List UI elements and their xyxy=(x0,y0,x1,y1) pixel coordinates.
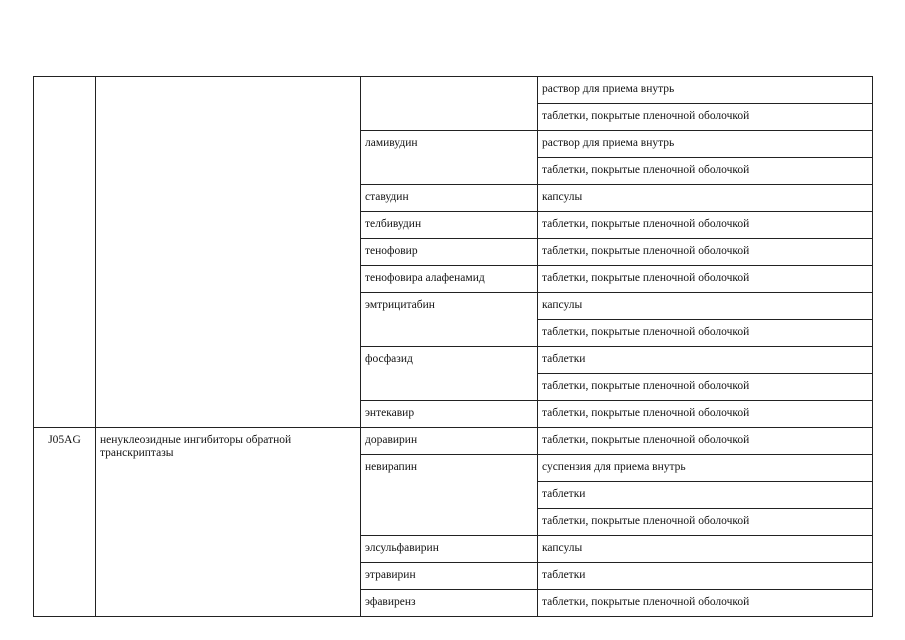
drug-name-cell: эмтрицитабин xyxy=(361,293,538,347)
dosage-form-cell: таблетки, покрытые пленочной оболочкой xyxy=(538,320,873,347)
drug-name-cell: тенофовир xyxy=(361,239,538,266)
dosage-form-cell: таблетки, покрытые пленочной оболочкой xyxy=(538,590,873,617)
dosage-form-cell: таблетки, покрытые пленочной оболочкой xyxy=(538,374,873,401)
drug-name-cell: энтекавир xyxy=(361,401,538,428)
dosage-form-cell: раствор для приема внутрь xyxy=(538,131,873,158)
dosage-form-cell: капсулы xyxy=(538,536,873,563)
drug-name-cell: ламивудин xyxy=(361,131,538,185)
dosage-form-cell: таблетки, покрытые пленочной оболочкой xyxy=(538,212,873,239)
dosage-form-cell: раствор для приема внутрь xyxy=(538,77,873,104)
dosage-form-cell: капсулы xyxy=(538,293,873,320)
dosage-form-cell: таблетки xyxy=(538,482,873,509)
drug-name-cell: этравирин xyxy=(361,563,538,590)
dosage-form-cell: таблетки, покрытые пленочной оболочкой xyxy=(538,104,873,131)
drug-name-cell: тенофовира алафенамид xyxy=(361,266,538,293)
dosage-form-cell: таблетки xyxy=(538,347,873,374)
atc-code-cell xyxy=(34,77,96,428)
dosage-form-cell: таблетки, покрытые пленочной оболочкой xyxy=(538,266,873,293)
group-name-cell: ненуклеозидные ингибиторы обратной транскриптазы xyxy=(96,428,361,617)
drug-name-cell: невирапин xyxy=(361,455,538,536)
dosage-form-cell: суспензия для приема внутрь xyxy=(538,455,873,482)
dosage-form-cell: таблетки, покрытые пленочной оболочкой xyxy=(538,509,873,536)
atc-code-cell: J05AG xyxy=(34,428,96,617)
group-name-cell xyxy=(96,77,361,428)
dosage-form-cell: таблетки, покрытые пленочной оболочкой xyxy=(538,428,873,455)
drug-name-cell: телбивудин xyxy=(361,212,538,239)
table-row xyxy=(34,428,873,455)
dosage-form-cell: таблетки xyxy=(538,563,873,590)
drug-name-cell: фосфазид xyxy=(361,347,538,401)
drug-table xyxy=(33,76,873,617)
table-row xyxy=(34,77,873,104)
drug-name-cell: эфавиренз xyxy=(361,590,538,617)
dosage-form-cell: таблетки, покрытые пленочной оболочкой xyxy=(538,401,873,428)
dosage-form-cell: таблетки, покрытые пленочной оболочкой xyxy=(538,239,873,266)
drug-name-cell: доравирин xyxy=(361,428,538,455)
drug-name-cell: элсульфавирин xyxy=(361,536,538,563)
dosage-form-cell: таблетки, покрытые пленочной оболочкой xyxy=(538,158,873,185)
dosage-form-cell: капсулы xyxy=(538,185,873,212)
drug-name-cell xyxy=(361,77,538,131)
drug-name-cell: ставудин xyxy=(361,185,538,212)
